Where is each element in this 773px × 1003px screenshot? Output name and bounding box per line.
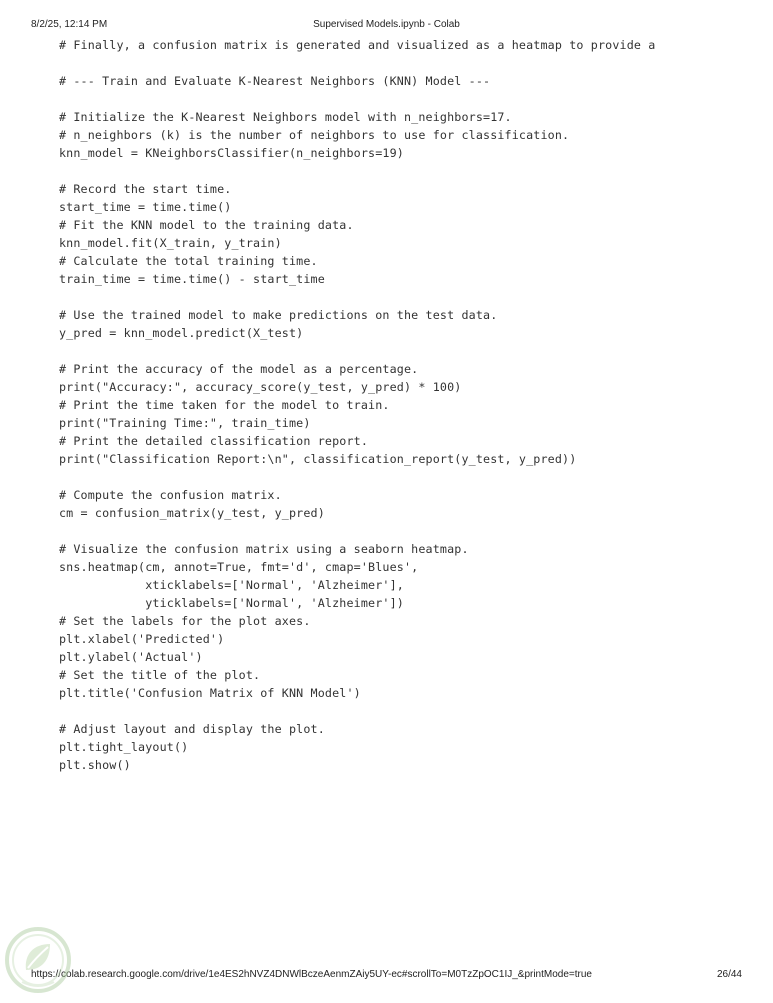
code-line: # --- Train and Evaluate K-Nearest Neighbors (KNN) Model --- xyxy=(59,74,491,88)
code-line: train_time = time.time() - start_time xyxy=(59,272,325,286)
code-line: # Set the title of the plot. xyxy=(59,668,261,682)
code-line xyxy=(59,702,759,720)
code-line: # Print the detailed classification report. xyxy=(59,434,369,448)
page-url: https://colab.research.google.com/drive/1e4ES2hNVZ4DNWlBczeAenmZAiy5UY-ec#scrollTo=M0TzZpOC1IJ_&printMode=true xyxy=(31,969,592,980)
code-line: cm = confusion_matrix(y_test, y_pred) xyxy=(59,506,325,520)
code-line xyxy=(59,288,759,306)
code-line xyxy=(59,54,759,72)
leaf-badge-icon xyxy=(2,924,74,998)
print-footer xyxy=(0,969,773,983)
code-line: # Print the accuracy of the model as a percentage. xyxy=(59,362,419,376)
code-line: # Set the labels for the plot axes. xyxy=(59,614,311,628)
code-line: print("Accuracy:", accuracy_score(y_test, y_pred) * 100) xyxy=(59,380,462,394)
code-line: # Use the trained model to make predictions on the test data. xyxy=(59,308,498,322)
code-line: # Initialize the K-Nearest Neighbors model with n_neighbors=17. xyxy=(59,110,512,124)
code-line: # n_neighbors (k) is the number of neighbors to use for classification. xyxy=(59,128,570,142)
code-line: yticklabels=['Normal', 'Alzheimer']) xyxy=(59,596,404,610)
code-line: print("Training Time:", train_time) xyxy=(59,416,311,430)
code-line: # Compute the confusion matrix. xyxy=(59,488,282,502)
code-line: # Record the start time. xyxy=(59,182,232,196)
code-line: xticklabels=['Normal', 'Alzheimer'], xyxy=(59,578,404,592)
code-line: sns.heatmap(cm, annot=True, fmt='d', cmap='Blues', xyxy=(59,560,419,574)
code-line xyxy=(59,162,759,180)
code-line: knn_model.fit(X_train, y_train) xyxy=(59,236,282,250)
code-line: plt.show() xyxy=(59,758,131,772)
code-line: plt.ylabel('Actual') xyxy=(59,650,203,664)
code-line: # Finally, a confusion matrix is generated and visualized as a heatmap to provide a xyxy=(59,38,656,52)
code-line: # Print the time taken for the model to train. xyxy=(59,398,390,412)
code-line: # Fit the KNN model to the training data. xyxy=(59,218,354,232)
print-datetime: 8/2/25, 12:14 PM xyxy=(31,19,108,30)
code-line: print("Classification Report:\n", classification_report(y_test, y_pred)) xyxy=(59,452,577,466)
code-line: # Visualize the confusion matrix using a seaborn heatmap. xyxy=(59,542,469,556)
page-number: 26/44 xyxy=(716,969,742,980)
code-line xyxy=(59,468,759,486)
code-line: # Calculate the total training time. xyxy=(59,254,318,268)
code-line xyxy=(59,90,759,108)
document-title: Supervised Models.ipynb - Colab xyxy=(313,19,460,30)
code-line: plt.tight_layout() xyxy=(59,740,189,754)
code-line: plt.title('Confusion Matrix of KNN Model') xyxy=(59,686,361,700)
code-line xyxy=(59,522,759,540)
code-line: # Adjust layout and display the plot. xyxy=(59,722,325,736)
code-line: plt.xlabel('Predicted') xyxy=(59,632,225,646)
code-line: start_time = time.time() xyxy=(59,200,232,214)
print-header xyxy=(0,19,773,33)
code-line xyxy=(59,342,759,360)
code-line: y_pred = knn_model.predict(X_test) xyxy=(59,326,304,340)
code-cell xyxy=(59,36,759,774)
code-line: knn_model = KNeighborsClassifier(n_neighbors=19) xyxy=(59,146,404,160)
